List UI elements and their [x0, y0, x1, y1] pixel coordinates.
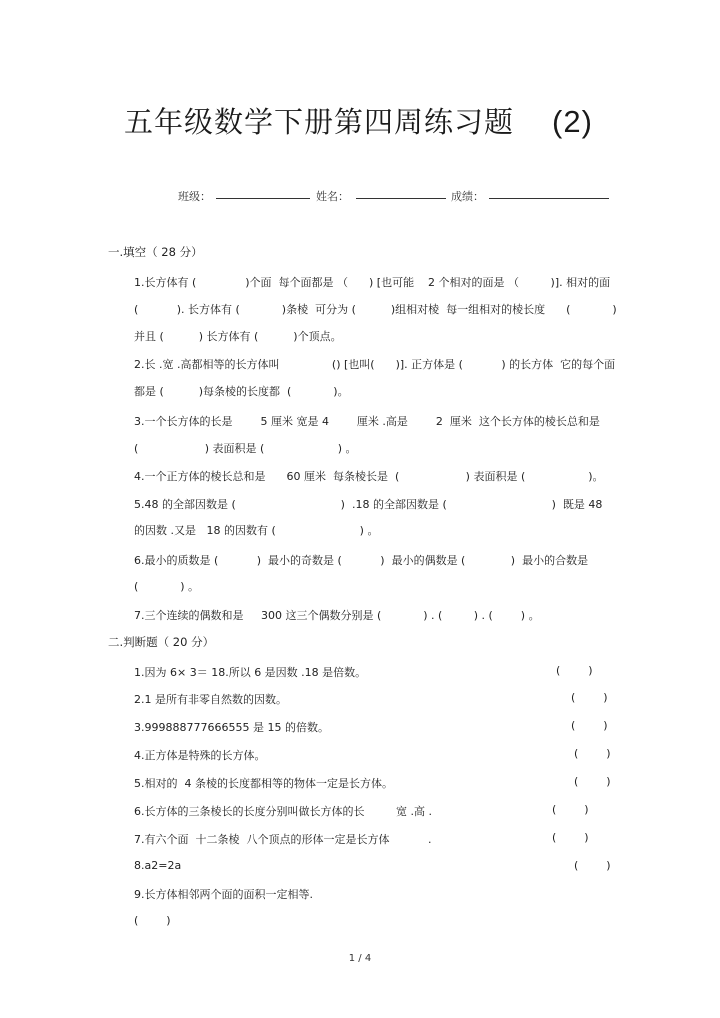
judge-item-text: 7.有六个面 十二条棱 八个顶点的形体一定是长方体 .: [134, 833, 432, 846]
judge-answer-blank[interactable]: ( ): [134, 914, 171, 927]
judge-answer-blank[interactable]: ( ): [574, 775, 611, 788]
judge-answer-blank[interactable]: ( ): [556, 664, 593, 677]
judge-answer-blank[interactable]: ( ): [574, 747, 611, 760]
class-label: 班级：: [178, 190, 211, 203]
judge-item-text: 6.长方体的三条棱长的长度分别叫做长方体的长 宽 .高 .: [134, 805, 432, 818]
fill-line: 3.一个长方体的长是 5 厘米 宽是 4 厘米 .高是 2 厘米 这个长方体的棱长总和是: [134, 415, 600, 428]
judge-answer-blank[interactable]: ( ): [571, 691, 608, 704]
score-label: 成绩：: [451, 190, 484, 203]
judge-item-text: 1.因为 6× 3＝ 18.所以 6 是因数 .18 是倍数。: [134, 666, 367, 679]
score-field[interactable]: [489, 198, 609, 199]
fill-line: 都是 ( )每条棱的长度都 ( )。: [134, 385, 349, 398]
fill-line: ( ) 表面积是 ( ) 。: [134, 442, 357, 455]
section2-heading: 二.判断题（ 20 分）: [108, 635, 215, 649]
judge-item-text: 8.a2=2a: [134, 859, 182, 872]
judge-item-text: 5.相对的 4 条棱的长度都相等的物体一定是长方体。: [134, 777, 393, 790]
judge-item-text: 2.1 是所有非零自然数的因数。: [134, 693, 287, 706]
page-number: 1 / 4: [348, 953, 372, 964]
section1-heading: 一.填空（ 28 分）: [108, 245, 203, 259]
fill-line: 6.最小的质数是 ( ) 最小的奇数是 ( ) 最小的偶数是 ( ) 最小的合数是: [134, 554, 589, 567]
judge-answer-blank[interactable]: ( ): [552, 831, 589, 844]
title-text: 五年级数学下册第四周练习题: [124, 105, 515, 139]
fill-line: ( ). 长方体有 ( )条棱 可分为 ( )组相对棱 每一组相对的棱长度 ( ): [134, 303, 617, 316]
fill-line: 5.48 的全部因数是 ( ) .18 的全部因数是 ( ) 既是 48: [134, 498, 603, 511]
name-label: 姓名：: [316, 190, 349, 203]
name-field[interactable]: [356, 198, 446, 199]
page-title: [124, 100, 593, 141]
judge-item-text: 3.999888777666555 是 15 的倍数。: [134, 721, 329, 734]
fill-line: 4.一个正方体的棱长总和是 60 厘米 每条棱长是 ( ) 表面积是 ( )。: [134, 470, 604, 483]
fill-line: 7.三个连续的偶数和是 300 这三个偶数分别是 ( ) . ( ) . ( ) 。: [134, 609, 540, 622]
judge-answer-blank[interactable]: ( ): [552, 803, 589, 816]
judge-item-text: 9.长方体相邻两个面的面积一定相等.: [134, 888, 313, 901]
title-number: (2): [552, 104, 593, 139]
judge-answer-blank[interactable]: ( ): [571, 719, 608, 732]
fill-line: 1.长方体有 ( )个面 每个面都是 （ ) [也可能 2 个相对的面是 （ )]. 相对的面: [134, 276, 611, 289]
class-field[interactable]: [216, 198, 310, 199]
fill-line: 的因数 .又是 18 的因数有 ( ) 。: [134, 524, 379, 537]
fill-line: ( ) 。: [134, 580, 200, 593]
fill-line: 2.长 .宽 .高都相等的长方体叫 () [也叫( )]. 正方体是 ( ) 的长方体 它的每个面: [134, 358, 616, 371]
judge-item-text: 4.正方体是特殊的长方体。: [134, 749, 266, 762]
fill-line: 并且 ( ) 长方体有 ( )个顶点。: [134, 330, 342, 343]
judge-answer-blank[interactable]: ( ): [574, 859, 611, 872]
